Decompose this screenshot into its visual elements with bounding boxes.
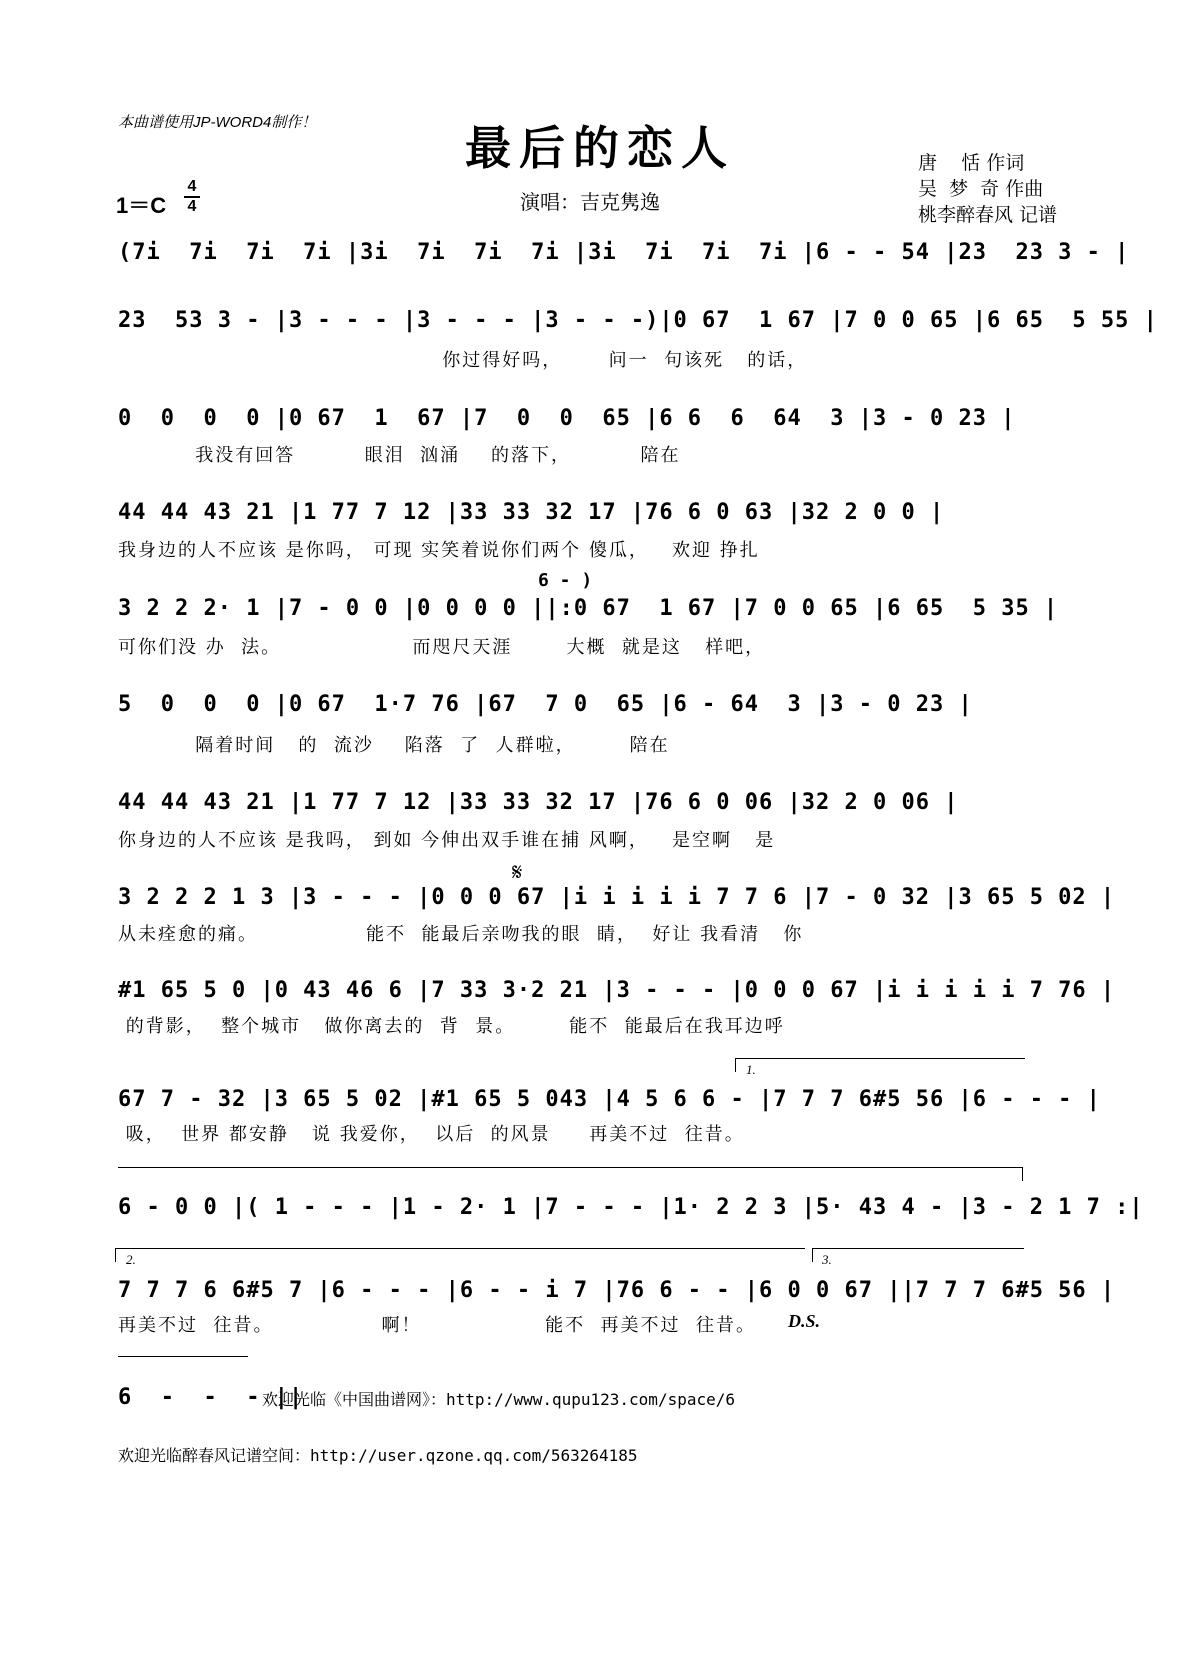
space-credit-text: 欢迎光临醉春风记谱空间： <box>118 1446 311 1465</box>
volta-1-tick <box>735 1058 736 1072</box>
volta-1-continuation <box>118 1167 1023 1168</box>
volta-2-tick <box>115 1248 116 1262</box>
time-top: 4 <box>187 178 197 195</box>
software-note: 本曲谱使用JP-WORD4制作！ <box>118 114 317 131</box>
score-line: 6 - - - || <box>118 1385 304 1410</box>
score-line: 67 7 - 32 |3 65 5 02 |#1 65 5 043 |4 5 6 6 - |7 7 7 6#5 56 |6 - - - | <box>118 1087 1101 1112</box>
score-line: 44 44 43 21 |1 77 7 12 |33 33 32 17 |76 6 0 63 |32 2 0 0 | <box>118 500 945 525</box>
score-line: (7i 7i 7i 7i |3i 7i 7i 7i |3i 7i 7i 7i |6 - - 54 |23 23 3 - | <box>118 240 1130 265</box>
site-credit-url[interactable]: http://www.qupu123.com/space/6 <box>446 1390 735 1409</box>
score-line: 3 2 2 2 1 3 |3 - - - |0 0 0 67 |i i i i i 7 7 6 |7 - 0 32 |3 65 5 02 | <box>118 885 1116 910</box>
lyric-line: 你身边的人不应该 是我吗， 到如 今伸出双手谁在捕 风啊， 是空啊 是 <box>118 830 776 851</box>
lyric-line: 隔着时间 的 流沙 陷落 了 人群啦， 陪在 <box>118 735 670 756</box>
space-credit <box>118 1443 638 1466</box>
lyric-line: 再美不过 往昔。 啊！ 能不 再美不过 往昔。 <box>118 1315 756 1336</box>
score-line: 3 2 2 2· 1 |7 - 0 0 |0 0 0 0 ||:0 67 1 67 |7 0 0 65 |6 65 5 35 | <box>118 596 1059 621</box>
lyric-line: 的背影， 整个城市 做你离去的 背 景。 能不 能最后在我耳边呼 <box>118 1016 785 1037</box>
lyric-line: 从未痊愈的痛。 能不 能最后亲吻我的眼 睛， 好让 我看清 你 <box>118 924 804 945</box>
volta-1-end-tick <box>1022 1167 1023 1181</box>
volta-1-bracket <box>735 1058 1025 1059</box>
volta-2-label: 2. <box>126 1252 136 1267</box>
segno-sign: 𝄋 <box>512 858 523 886</box>
lyric-line: 你过得好吗， 问一 句该死 的话， <box>118 350 808 371</box>
score-line: #1 65 5 0 |0 43 46 6 |7 33 3·2 21 |3 - - - |0 0 0 67 |i i i i i 7 76 | <box>118 978 1116 1003</box>
credits <box>918 150 1057 228</box>
score-line: 0 0 0 0 |0 67 1 67 |7 0 0 65 |6 6 6 64 3 |3 - 0 23 | <box>118 406 1016 431</box>
space-credit-url[interactable]: http://user.qzone.qq.com/563264185 <box>310 1446 638 1465</box>
lyric-line: 我身边的人不应该 是你吗， 可现 实笑着说你们两个 傻瓜， 欢迎 挣扎 <box>118 540 760 561</box>
site-credit-text: 欢迎光临《中国曲谱网》： <box>262 1390 447 1409</box>
time-bottom: 4 <box>187 198 197 215</box>
lyric-line: 我没有回答 眼泪 汹涌 的落下， 陪在 <box>118 445 681 466</box>
lyricist-credit: 唐 恬 作词 <box>918 152 1025 174</box>
composer-credit: 吴 梦 奇 作曲 <box>918 178 1044 200</box>
volta-2-bracket <box>115 1248 805 1249</box>
key-signature: 1＝C <box>116 193 167 218</box>
volta-3-label: 3. <box>822 1252 832 1267</box>
site-credit <box>262 1387 735 1410</box>
ds-marking: D.S. <box>788 1311 821 1331</box>
repeat-intro-note: 6 - ) <box>538 570 593 591</box>
score-line: 44 44 43 21 |1 77 7 12 |33 33 32 17 |76 6 0 06 |32 2 0 06 | <box>118 790 959 815</box>
song-title: 最后的恋人 <box>465 121 735 175</box>
volta-1-label: 1. <box>746 1062 756 1077</box>
volta-3-tick <box>812 1248 813 1262</box>
time-signature <box>184 178 200 216</box>
transcriber-credit: 桃李醉春风 记谱 <box>918 204 1058 226</box>
singer-credit: 演唱：吉克隽逸 <box>520 190 660 214</box>
volta-3-bracket <box>812 1248 1024 1249</box>
final-bracket <box>118 1356 248 1357</box>
score-line: 23 53 3 - |3 - - - |3 - - - |3 - - -)|0 67 1 67 |7 0 0 65 |6 65 5 55 | <box>118 308 1158 333</box>
score-line: 5 0 0 0 |0 67 1·7 76 |67 7 0 65 |6 - 64 3 |3 - 0 23 | <box>118 692 973 717</box>
score-line: 6 - 0 0 |( 1 - - - |1 - 2· 1 |7 - - - |1· 2 2 3 |5· 43 4 - |3 - 2 1 7 :| <box>118 1195 1144 1220</box>
lyric-line: 可你们没 办 法。 而咫尺天涯 大概 就是这 样吧， <box>118 637 766 658</box>
lyric-line: 吸， 世界 都安静 说 我爱你， 以后 的风景 再美不过 往昔。 <box>118 1124 745 1145</box>
score-line: 7 7 7 6 6#5 7 |6 - - - |6 - - i 7 |76 6 - - |6 0 0 67 ||7 7 7 6#5 56 | <box>118 1278 1116 1303</box>
